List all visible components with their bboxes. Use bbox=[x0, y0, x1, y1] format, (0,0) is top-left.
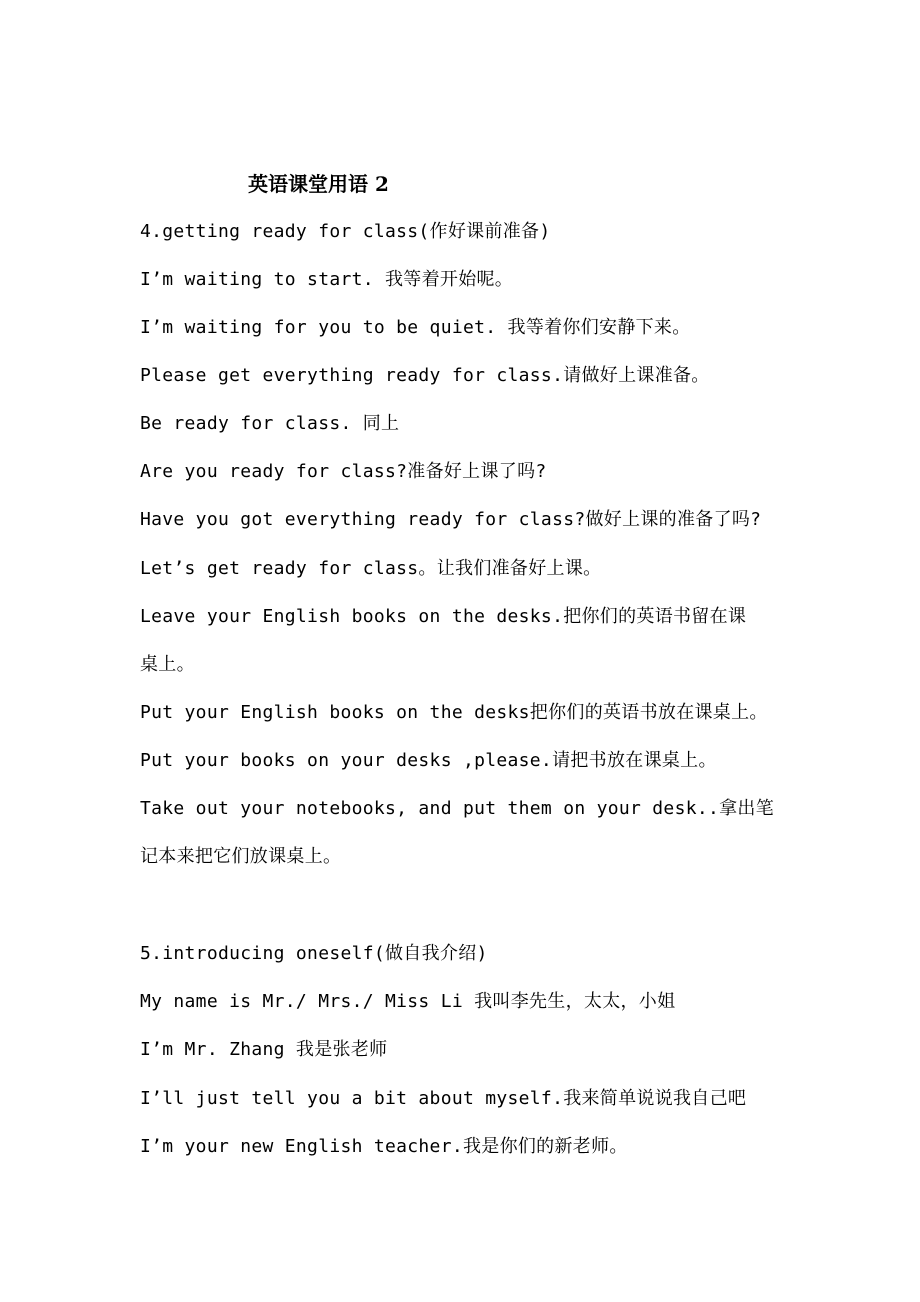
phrase-line: Please get everything ready for class.请做好上课准备。 bbox=[140, 365, 710, 386]
phrase-line: I’ll just tell you a bit about myself.我来简单说说我自己吧 bbox=[140, 1088, 747, 1109]
phrase-line: Are you ready for class?准备好上课了吗? bbox=[140, 461, 547, 482]
section-4-heading: 4.getting ready for class(作好课前准备) bbox=[140, 221, 551, 242]
document-title: 英语课堂用语 2 bbox=[248, 172, 389, 196]
phrase-line: My name is Mr./ Mrs./ Miss Li 我叫李先生，太太，小姐 bbox=[140, 991, 676, 1012]
phrase-line: I’m waiting for you to be quiet. 我等着你们安静下来。 bbox=[140, 317, 691, 338]
phrase-line: Put your English books on the desks把你们的英语书放在课桌上。 bbox=[140, 702, 768, 723]
phrase-line: Be ready for class. 同上 bbox=[140, 413, 400, 434]
phrase-line: Leave your English books on the desks.把你们的英语书留在课 bbox=[140, 606, 747, 627]
phrase-line: I’m your new English teacher.我是你们的新老师。 bbox=[140, 1136, 628, 1157]
phrase-line: I’m waiting to start. 我等着开始呢。 bbox=[140, 269, 514, 290]
phrase-line: Take out your notebooks, and put them on your desk..拿出笔 bbox=[140, 798, 775, 819]
phrase-line: Put your books on your desks ,please.请把书放在课桌上。 bbox=[140, 750, 717, 771]
phrase-line-continuation: 桌上。 bbox=[140, 654, 195, 675]
phrase-line-continuation: 记本来把它们放课桌上。 bbox=[140, 846, 342, 867]
section-5-heading: 5.introducing oneself(做自我介绍) bbox=[140, 943, 488, 964]
phrase-line: Let’s get ready for class。让我们准备好上课。 bbox=[140, 558, 602, 579]
phrase-line: I’m Mr. Zhang 我是张老师 bbox=[140, 1039, 388, 1060]
phrase-line: Have you got everything ready for class?做好上课的准备了吗? bbox=[140, 509, 762, 530]
